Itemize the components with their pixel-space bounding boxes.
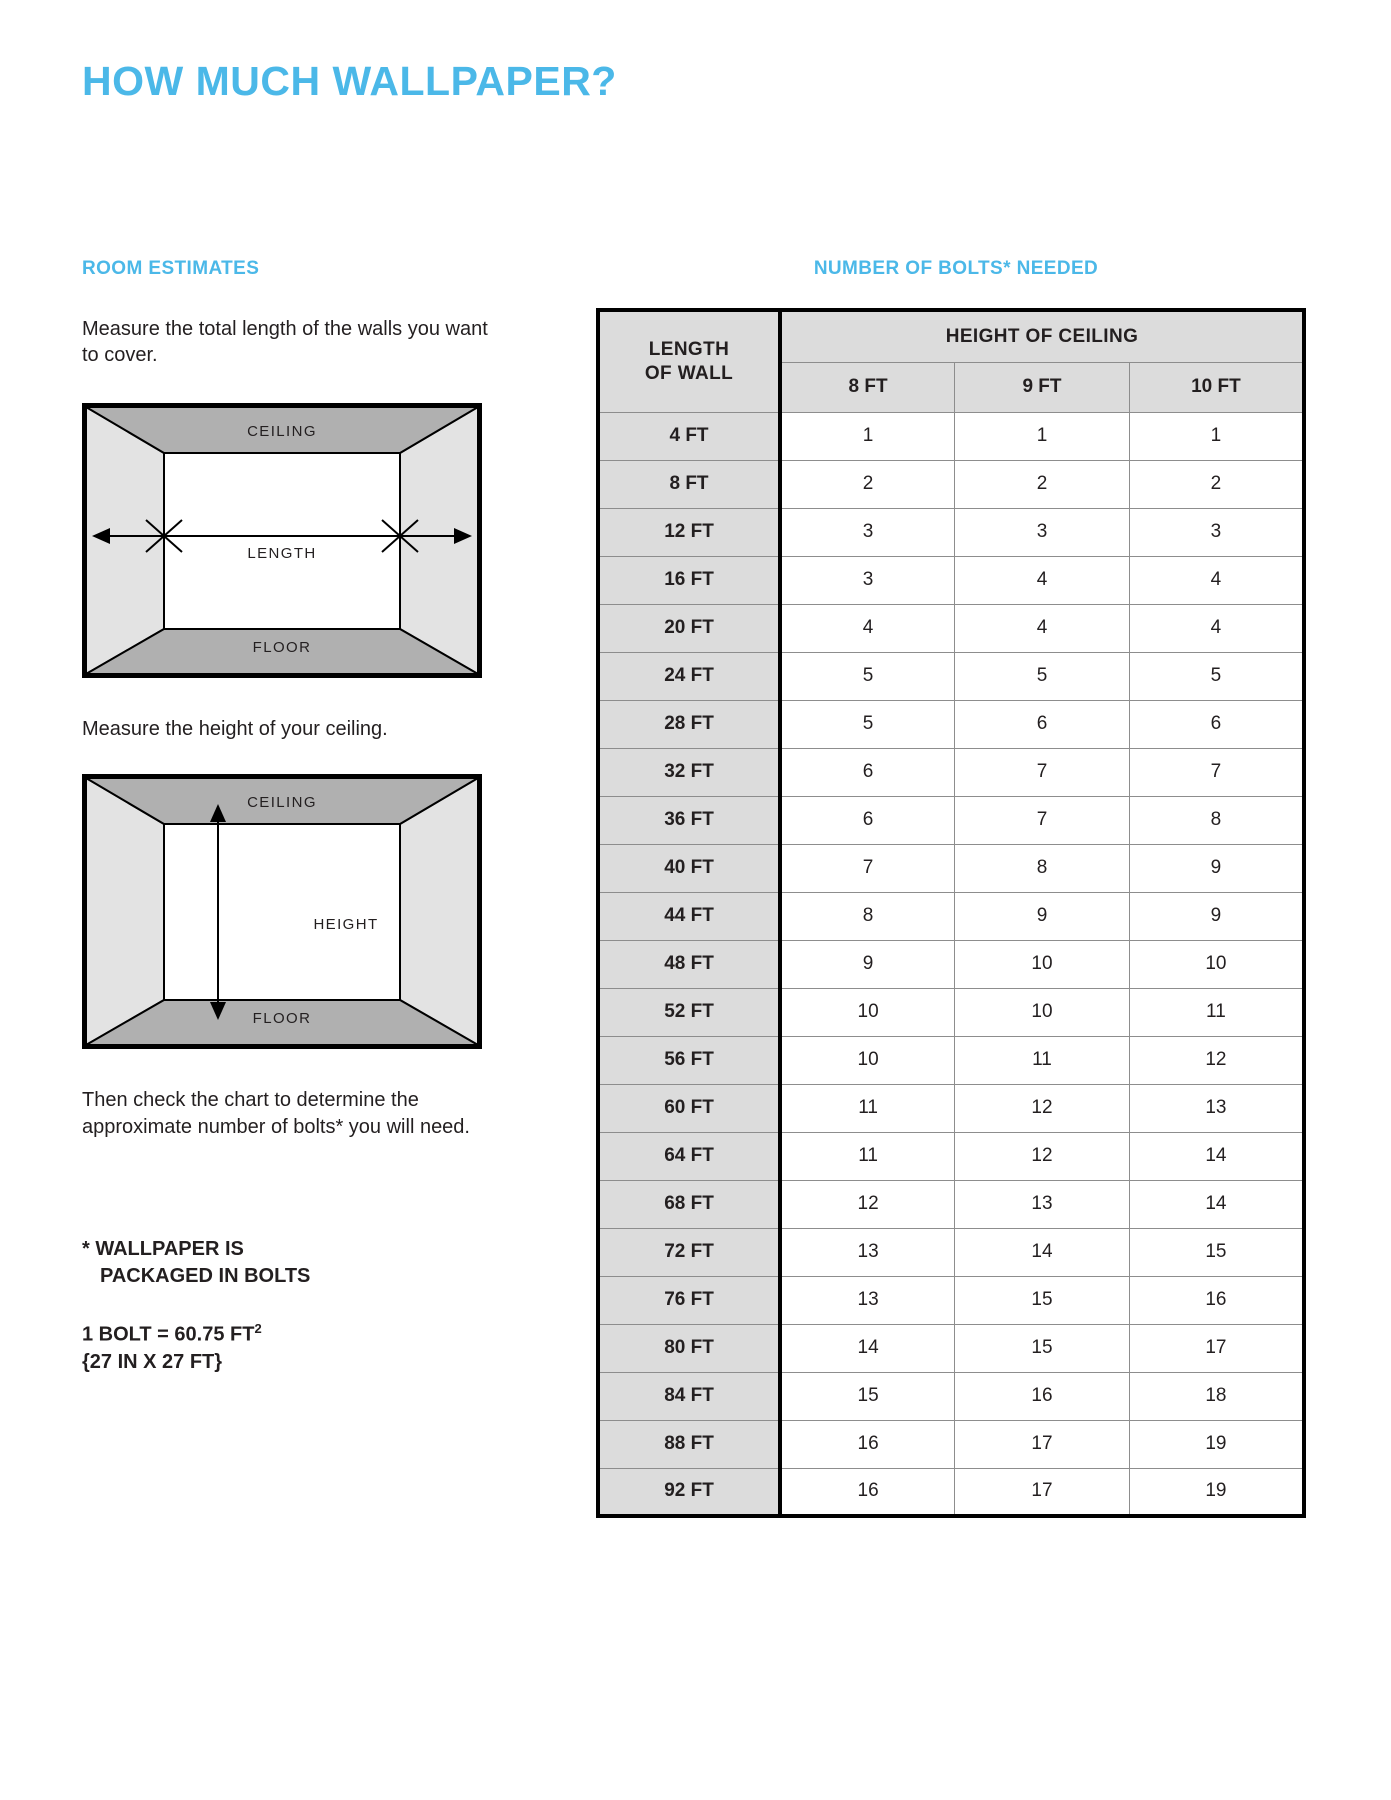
step-3-text: Then check the chart to determine the approximate number of bolts* you will need. — [82, 1089, 470, 1138]
row-label: 24 FT — [598, 652, 780, 700]
cell-8ft: 10 — [780, 1036, 955, 1084]
cell-9ft: 10 — [955, 988, 1130, 1036]
cell-10ft: 6 — [1129, 700, 1304, 748]
cell-9ft: 2 — [955, 460, 1130, 508]
table-row — [598, 988, 1304, 1036]
cell-8ft: 6 — [780, 796, 955, 844]
cell-9ft: 5 — [955, 652, 1130, 700]
cell-8ft: 7 — [780, 844, 955, 892]
cell-8ft: 10 — [780, 988, 955, 1036]
diagram-height-dimension-label: HEIGHT — [313, 916, 379, 934]
table-row — [598, 604, 1304, 652]
row-label: 4 FT — [598, 412, 780, 460]
table-row — [598, 1228, 1304, 1276]
cell-9ft: 4 — [955, 556, 1130, 604]
cell-10ft: 9 — [1129, 892, 1304, 940]
section-heading-room-estimates: ROOM ESTIMATES — [82, 258, 260, 279]
row-label: 68 FT — [598, 1180, 780, 1228]
cell-10ft: 17 — [1129, 1324, 1304, 1372]
cell-9ft: 16 — [955, 1372, 1130, 1420]
bolt-size-line-2: {27 IN X 27 FT} — [82, 1350, 223, 1373]
cell-8ft: 6 — [780, 748, 955, 796]
cell-10ft: 8 — [1129, 796, 1304, 844]
table-row — [598, 508, 1304, 556]
row-label: 64 FT — [598, 1132, 780, 1180]
row-label: 40 FT — [598, 844, 780, 892]
bolt-size-note — [82, 1320, 502, 1376]
cell-9ft: 14 — [955, 1228, 1130, 1276]
header-col-10ft: 10 FT — [1129, 362, 1304, 412]
room-diagram-length — [82, 403, 482, 678]
cell-8ft: 5 — [780, 652, 955, 700]
cell-8ft: 11 — [780, 1132, 955, 1180]
cell-10ft: 18 — [1129, 1372, 1304, 1420]
page-title: HOW MUCH WALLPAPER? — [82, 58, 617, 104]
table-row — [598, 1036, 1304, 1084]
row-label: 48 FT — [598, 940, 780, 988]
step-1-text: Measure the total length of the walls you want to cover. — [82, 318, 488, 367]
cell-9ft: 9 — [955, 892, 1130, 940]
cell-9ft: 15 — [955, 1276, 1130, 1324]
table-row — [598, 1468, 1304, 1516]
cell-8ft: 13 — [780, 1276, 955, 1324]
row-label: 32 FT — [598, 748, 780, 796]
row-label: 28 FT — [598, 700, 780, 748]
cell-10ft: 14 — [1129, 1132, 1304, 1180]
row-label: 20 FT — [598, 604, 780, 652]
row-label: 52 FT — [598, 988, 780, 1036]
cell-9ft: 12 — [955, 1084, 1130, 1132]
row-label: 72 FT — [598, 1228, 780, 1276]
row-label: 92 FT — [598, 1468, 780, 1516]
cell-10ft: 12 — [1129, 1036, 1304, 1084]
cell-9ft: 17 — [955, 1420, 1130, 1468]
bolts-table — [596, 308, 1306, 1518]
row-label: 8 FT — [598, 460, 780, 508]
section-heading-bolts-needed: NUMBER OF BOLTS* NEEDED — [813, 258, 1099, 279]
cell-9ft: 15 — [955, 1324, 1130, 1372]
cell-9ft: 4 — [955, 604, 1130, 652]
cell-10ft: 10 — [1129, 940, 1304, 988]
row-label: 88 FT — [598, 1420, 780, 1468]
table-row — [598, 844, 1304, 892]
table-row — [598, 412, 1304, 460]
cell-9ft: 11 — [955, 1036, 1130, 1084]
cell-10ft: 11 — [1129, 988, 1304, 1036]
cell-9ft: 6 — [955, 700, 1130, 748]
bolt-size-line-1 — [82, 1320, 502, 1349]
cell-10ft: 2 — [1129, 460, 1304, 508]
cell-10ft: 15 — [1129, 1228, 1304, 1276]
room-estimates-section — [82, 258, 502, 1376]
cell-10ft: 16 — [1129, 1276, 1304, 1324]
cell-9ft: 1 — [955, 412, 1130, 460]
row-label: 80 FT — [598, 1324, 780, 1372]
header-length-line-1: LENGTH — [648, 339, 730, 360]
cell-10ft: 19 — [1129, 1468, 1304, 1516]
footnote-line-1: * WALLPAPER IS — [82, 1237, 244, 1260]
row-label: 60 FT — [598, 1084, 780, 1132]
cell-9ft: 3 — [955, 508, 1130, 556]
cell-8ft: 5 — [780, 700, 955, 748]
cell-9ft: 10 — [955, 940, 1130, 988]
cell-8ft: 3 — [780, 556, 955, 604]
cell-9ft: 17 — [955, 1468, 1130, 1516]
cell-8ft: 3 — [780, 508, 955, 556]
cell-8ft: 16 — [780, 1468, 955, 1516]
table-row — [598, 1180, 1304, 1228]
cell-8ft: 11 — [780, 1084, 955, 1132]
table-row — [598, 1084, 1304, 1132]
row-label: 36 FT — [598, 796, 780, 844]
cell-8ft: 9 — [780, 940, 955, 988]
cell-8ft: 4 — [780, 604, 955, 652]
table-header-row-group — [598, 310, 1304, 362]
diagram-length-floor-label: FLOOR — [252, 638, 312, 656]
header-length-of-wall — [598, 310, 780, 412]
table-row — [598, 460, 1304, 508]
table-row — [598, 652, 1304, 700]
room-diagram-length-svg — [86, 407, 478, 674]
cell-8ft: 12 — [780, 1180, 955, 1228]
cell-8ft: 13 — [780, 1228, 955, 1276]
cell-10ft: 4 — [1129, 604, 1304, 652]
cell-8ft: 14 — [780, 1324, 955, 1372]
table-row — [598, 940, 1304, 988]
cell-8ft: 1 — [780, 412, 955, 460]
row-label: 16 FT — [598, 556, 780, 604]
cell-10ft: 5 — [1129, 652, 1304, 700]
table-row — [598, 748, 1304, 796]
header-col-9ft: 9 FT — [955, 362, 1130, 412]
footnote-bolts — [82, 1236, 502, 1290]
table-row — [598, 1132, 1304, 1180]
cell-10ft: 19 — [1129, 1420, 1304, 1468]
diagram-height-floor-label: FLOOR — [252, 1010, 312, 1028]
cell-10ft: 4 — [1129, 556, 1304, 604]
row-label: 56 FT — [598, 1036, 780, 1084]
cell-10ft: 14 — [1129, 1180, 1304, 1228]
table-row — [598, 1372, 1304, 1420]
cell-10ft: 13 — [1129, 1084, 1304, 1132]
table-row — [598, 556, 1304, 604]
bolts-table-body — [598, 310, 1304, 1516]
cell-9ft: 7 — [955, 748, 1130, 796]
cell-8ft: 8 — [780, 892, 955, 940]
row-label: 12 FT — [598, 508, 780, 556]
step-2-text: Measure the height of your ceiling. — [82, 717, 388, 740]
row-label: 84 FT — [598, 1372, 780, 1420]
cell-10ft: 9 — [1129, 844, 1304, 892]
cell-8ft: 15 — [780, 1372, 955, 1420]
room-diagram-height — [82, 774, 482, 1049]
bolts-table-section — [596, 258, 1316, 1518]
table-row — [598, 700, 1304, 748]
cell-9ft: 8 — [955, 844, 1130, 892]
diagram-height-ceiling-label: CEILING — [247, 794, 317, 812]
table-row — [598, 1276, 1304, 1324]
diagram-length-ceiling-label: CEILING — [247, 422, 317, 440]
footnote-line-2: PACKAGED IN BOLTS — [100, 1264, 311, 1287]
diagram-length-dimension-label: LENGTH — [247, 544, 317, 562]
room-diagram-height-svg — [86, 778, 478, 1045]
cell-9ft: 12 — [955, 1132, 1130, 1180]
cell-10ft: 1 — [1129, 412, 1304, 460]
table-row — [598, 1324, 1304, 1372]
cell-9ft: 13 — [955, 1180, 1130, 1228]
row-label: 76 FT — [598, 1276, 780, 1324]
table-row — [598, 892, 1304, 940]
header-col-8ft: 8 FT — [780, 362, 955, 412]
table-row — [598, 1420, 1304, 1468]
bolt-size-superscript: 2 — [254, 1320, 262, 1336]
cell-9ft: 7 — [955, 796, 1130, 844]
header-height-of-ceiling: HEIGHT OF CEILING — [780, 310, 1304, 362]
bolt-size-text: 1 BOLT = 60.75 FT — [82, 1323, 255, 1346]
cell-10ft: 3 — [1129, 508, 1304, 556]
row-label: 44 FT — [598, 892, 780, 940]
table-row — [598, 796, 1304, 844]
cell-8ft: 2 — [780, 460, 955, 508]
cell-10ft: 7 — [1129, 748, 1304, 796]
header-length-line-2: OF WALL — [644, 362, 734, 384]
cell-8ft: 16 — [780, 1420, 955, 1468]
